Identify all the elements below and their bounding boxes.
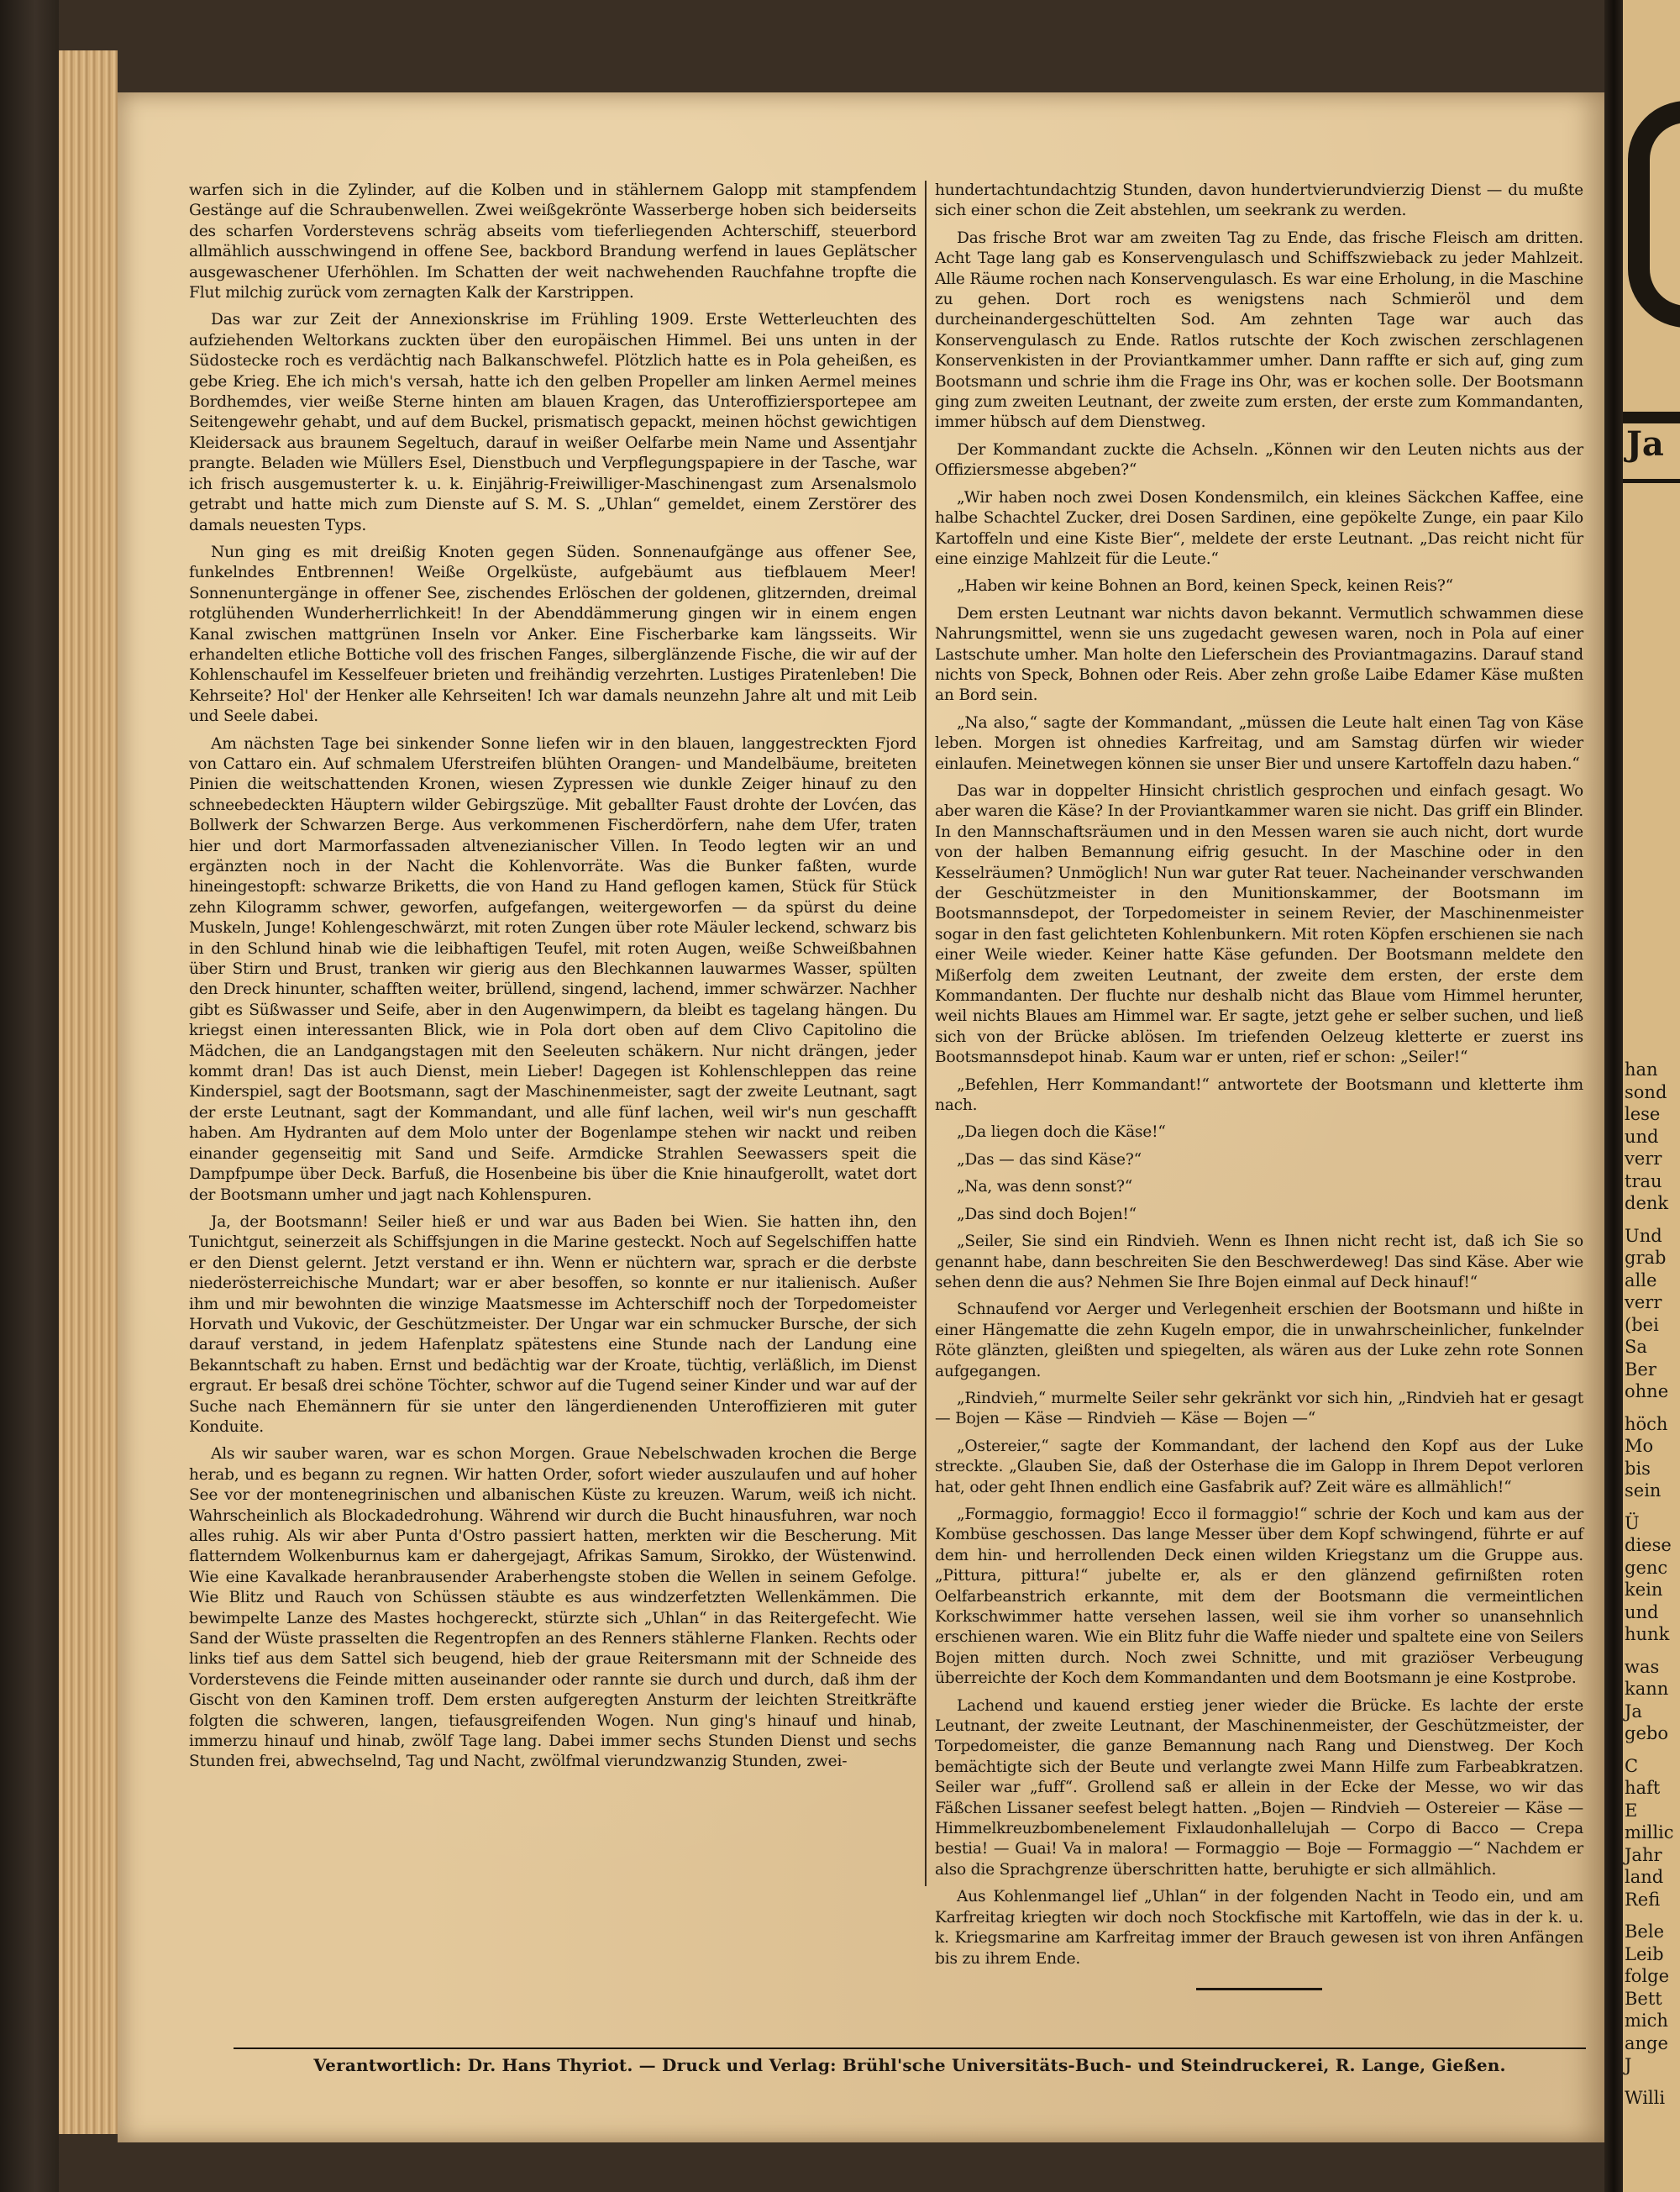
paragraph: „Das sind doch Bojen!“ xyxy=(957,1205,1137,1223)
text-fragment: Jahr xyxy=(1625,1844,1662,1865)
text-fragment: verr xyxy=(1625,1149,1662,1169)
paragraph: Das war in doppelter Hinsicht christlich gesprochen und einfach gesagt. Wo aber waren die Käse? In der Proviantkammer waren sie nicht. Das griff ein Blinder. In den Mannschaftsräumen und in den Messen waren sie auch nicht, dort wurde von der halben Bemannung eifrig gesucht. In der Maschine oder in den Kesselräumen? Unmöglich! Nun war guter Rat teuer. Nacheinander verschwanden der Geschützmeister in den Munitionskammer, der Bootsmann im Bootsmannsdepot, der Torpedomeister in seinem Revier, der Maschinenmeister sogar in den fast gelichteten Kohlenbunkern. Mit roten Köpfen erschienen sie nach einer Weile wieder. Keiner hatte Käse gefunden. Der Bootsmann meldete den Mißerfolg dem zweiten Leutnant, der zweite dem ersten, der erste dem Kommandanten. Der fluchte nur deshalb nicht das Blaue vom Himmel herunter, weil nichts Blaues am Himmel war. Er sagte, jetzt gehe er selber suchen, und ließ sich von der Brücke ablösen. Im triefenden Oelzeug kletterte er zuerst ins Bootsmannsdepot hinab. Kaum war er unten, rief er schon: „Seiler!“ xyxy=(935,781,1583,1067)
paragraph: Das war zur Zeit der Annexionskrise im Frühling 1909. Erste Wetterleuchten des aufziehenden Weltorkans zuckten über den europäischen Himmel. Bei uns unten in der Südostecke roch es verdächtig nach Balkanschwefel. Plötzlich hatte es in Pola geheißen, es gebe Krieg. Ehe ich mich's versah, hatte ich den gelben Propeller am linken Aermel meines Bordhemdes, vier weiße Sterne hinten am blauen Kragen, das Unteroffiziersportepee am Seitengewehr gehabt, und auf dem Buckel, prismatisch gepackt, meinen höchst gewichtigen Kleidersack aus braunem Segeltuch, darauf in weißer Oelfarbe mein Name und Assentjahr prangte. Beladen wie Müllers Esel, Dienstbuch und Verpflegungspapiere in der Tasche, war ich frisch ausgemusterter k. u. k. Einjährig-Freiwilliger-Maschinengast zum Arsenalsmolo getrabt und hatte mich zum Dienste auf S. M. S. „Uhlan“ gemeldet, einem Zerstörer des damals neuesten Typs. xyxy=(189,311,916,534)
text-fragment: kann xyxy=(1625,1679,1669,1699)
text-fragment: Leib xyxy=(1625,1943,1664,1964)
book-binding-left xyxy=(0,0,59,2192)
text-fragment: ohne xyxy=(1625,1381,1669,1401)
text-fragment: Ja xyxy=(1625,1701,1642,1722)
text-fragment: Mo xyxy=(1625,1436,1654,1456)
heading-bar xyxy=(1623,412,1680,423)
masthead-letter-fragment xyxy=(1628,101,1680,328)
text-fragment: und xyxy=(1625,1601,1659,1622)
text-fragment: haft xyxy=(1625,1778,1661,1798)
paragraph: „Ostereier,“ sagte der Kommandant, der lachend den Kopf aus der Luke streckte. „Glauben Sie, daß der Osterhase die im Galopp in Ihrem Depot verloren hat, oder geht Ihnen endlich eine Gasfabrik auf? Zeit wäre es allmählich!“ xyxy=(935,1437,1583,1496)
paragraph: Das frische Brot war am zweiten Tag zu Ende, das frische Fleisch am dritten. Acht Tage lang gab es Konservengulasch und Schiffszwieback zu jeder Mahlzeit. Alle Räume rochen nach Konservengulasch. Es war eine Erholung, in die Maschine zu gehen. Dort roch es wenigstens nach Schmieröl und dem durcheinandergeschüttelten Sod. Am zehnten Tage war auch das Konservengulasch zu Ende. Ratlos rutschte der Koch zwischen zerschlagenen Konservenkisten in der Proviantkammer umher. Dann raffte er sich auf, ging zum Bootsmann und schrie ihm die Frage ins Ohr, was er kochen solle. Der Bootsmann ging zum zweiten Leutnant, der zweite zum ersten, der erste zum Kommandanten, immer hübsch auf dem Dienstweg. xyxy=(935,229,1583,432)
text-fragment: Ü xyxy=(1625,1512,1640,1533)
text-fragment: Sa xyxy=(1625,1337,1647,1357)
text-fragment: E xyxy=(1625,1800,1638,1821)
paragraph: Der Kommandant zuckte die Achseln. „Können wir den Leuten nichts aus der Offiziersmesse abgeben?“ xyxy=(935,440,1583,480)
page-edges xyxy=(59,50,118,2134)
paragraph: „Na also,“ sagte der Kommandant, „müssen die Leute halt einen Tag von Käse leben. Morgen ist ohnedies Karfreitag, und am Samstag dürfen wir wieder einlaufen. Meinetwegen können sie unser Bier und unsere Kartoffeln dazu haben.“ xyxy=(935,713,1583,773)
paragraph: „Na, was denn sonst?“ xyxy=(957,1178,1133,1196)
text-fragment: gebo xyxy=(1625,1723,1668,1743)
article-columns xyxy=(189,181,1583,2029)
text-fragment: lese xyxy=(1625,1104,1661,1124)
paragraph: Ja, der Bootsmann! Seiler hieß er und war aus Baden bei Wien. Sie hatten ihn, den Tunichtgut, seinerzeit als Schiffsjungen in die Marine gesteckt. Noch auf Segelschiffen hatte er den Dienst gelernt. Jetzt verstand er ihn. Wenn er nüchtern war, sprach er die derbste niederösterreichische Mundart; war er aber besoffen, so konnte er nur italienisch. Außer ihm und mir bewohnten die winzige Maatsmesse im Achterschiff noch der Torpedomeister Horvath und Vukovic, der Geschützmeister. Der Ungar war ein schmucker Bursche, der sich darauf verstand, in jedem Hafenplatz spätestens eine Stunde nach der Landung eine Bekanntschaft zu haben. Ernst und bedächtig war der Kroate, tüchtig, verläßlich, im Dienst ergraut. Er besaß drei schöne Töchter, schwor auf die Tugend seiner Kinder und war auf der Suche nach Ehemännern für sie unter den längerdienenden Unteroffizieren mit guter Konduite. xyxy=(189,1212,916,1436)
left-column xyxy=(189,181,916,1779)
text-fragment: land xyxy=(1625,1867,1664,1887)
text-fragment: bis xyxy=(1625,1458,1651,1479)
paragraph: Am nächsten Tage bei sinkender Sonne liefen wir in den blauen, langgestreckten Fjord von Cattaro ein. Auf schmalem Uferstreifen blühten Orangen- und Mandelbäume, breiteten Pinien die weitschattenden Kronen, wiesen Zypressen wie dunkle Zeiger hinauf zu den schneebedeckten Häuptern wilder Gebirgszüge. Mit geballter Faust drohte der Lovćen, das Bollwerk der Schwarzen Berge. Aus verkommenen Fischerdörfern, nahe dem Ufer, traten hier und dort Marmorfassaden altvenezianischer Villen. In Teodo legten wir an und ergänzten noch in der Nacht die Kohlenvorräte. Was die Bunker faßten, wurde hineingestopft: schwarze Briketts, die von Hand zu Hand geflogen kamen, Stück für Stück zehn Kilogramm schwer, geworfen, aufgefangen, weitergeworfen — da spürst du deine Muskeln, Junge! Kohlengeschwärzt, mit roten Zungen über rote Mäuler leckend, schwarz bis in den Schlund hinab wie die leibhaftigen Teufel, mit roten Augen, weiße Schweißbahnen über Stirn und Brust, tranken wir gierig aus den Blechkannen lauwarmes Wasser, spülten den Dreck hinunter, schafften weiter, brüllend, singend, lachend, immer schwärzer. Nachher gibt es Süßwasser und Seife, aber in den Augenwimpern, da bleibt es tagelang hängen. Du kriegst einen interessanten Blick, wie in Pola dort oben auf dem Clivo Capitolino die Mädchen, die an Landgangstagen mit den Seeleuten schäkern. Nur nicht drängen, jeder kommt dran! Das ist auch Dienst, mein Lieber! Dagegen ist Kohlenschleppen das reine Kinderspiel, sagt der Bootsmann, sagt der Maschinenmeister, sagt der zweite Leutnant, sagt der erste Leutnant, sagt der Kommandant, und alle fünf lachen, weil wir's nun geschafft haben. Am Hydranten auf dem Molo unter der Bogenlampe stehen wir nackt und reiben einander gegenseitig mit Sand und Seife. Armdicke Strahlen Seewassers speit die Dampfpumpe über Deck. Barfuß, die Hosenbeine bis über die Knie hinaufgerollt, watet dort der Bootsmann umher und jagt nach Kohlenspuren. xyxy=(189,734,916,1204)
text-fragment: kein xyxy=(1625,1580,1663,1600)
text-fragment: C xyxy=(1625,1755,1639,1776)
paragraph: Als wir sauber waren, war es schon Morgen. Graue Nebelschwaden krochen die Berge herab, und es begann zu regnen. Wir hatten Order, sofort wieder auszulaufen und auf hoher See vor der montenegrinischen und albanischen Küste zu kreuzen. Warum, weiß ich nicht. Wahrscheinlich als Blockadedrohung. Während wir durch die Bucht hinausfuhren, war noch alles ruhig. Als wir aber Punta d'Ostro passiert hatten, merkten wir die Bescherung. Mit flatterndem Wolkenburnus kam er dahergejagt, Afrikas Samum, Sirokko, der Wüstenwind. Wie eine Kavalkade heranbrausender Araberhengste stoben die Wellen in seinem Gefolge. Wie Blitz und Rauch von Schüssen stäubte es aus windzerfetzten Wellenkämmen. Die bewimpelte Lanze des Mastes hochgereckt, stürzte sich „Uhlan“ in das Reitergefecht. Wie Sand der Wüste prasselten die Regentropfen an des Renners stählerne Flanken. Rechts oder links tief aus dem Sattel sich beugend, hieb der graue Reitersmann mit der Schneide des Vorderstevens die Feinde mitten auseinander oder rannte sie durch und durch, daß ihm der Gischt von den Kaminen troff. Dem ersten aufgeregten Ansturm der leichten Streitkräfte folgten die schweren, langen, tiefausgreifenden Wogen. Nun ging's hinauf und hinab, immerzu hinauf und hinab, zwölf Tage lang. Dabei immer sechs Stunden Dienst und sechs Stunden frei, abwechselnd, Tag und Nacht, zwölfmal vierundzwanzig Stunden, zwei- xyxy=(189,1445,916,1771)
text-fragment: Refi xyxy=(1625,1889,1661,1910)
text-fragment: höch xyxy=(1625,1413,1668,1434)
text-fragment: folge xyxy=(1625,1966,1670,1986)
text-fragment: sond xyxy=(1625,1081,1667,1102)
imprint-footer: Verantwortlich: Dr. Hans Thyriot. — Druck und Verlag: Brühl'sche Universitäts-Buch- und Steindruckerei, R. Lange, Gießen. xyxy=(313,2055,1506,2075)
text-fragment: han xyxy=(1625,1059,1658,1080)
text-fragment: Ber xyxy=(1625,1359,1656,1380)
text-fragment: diese xyxy=(1625,1535,1672,1555)
paragraph: „Befehlen, Herr Kommandant!“ antwortete der Bootsmann und kletterte ihm nach. xyxy=(935,1075,1583,1115)
right-column xyxy=(935,181,1583,1990)
text-fragment: hunk xyxy=(1625,1624,1670,1644)
text-fragment: J xyxy=(1625,2055,1632,2075)
paragraph: Dem ersten Leutnant war nichts davon bekannt. Vermutlich schwammen diese Nahrungsmittel, wenn sie uns zugedacht gewesen waren, noch in Pola auf einer Lastschute umher. Man holte den Lieferschein des Proviantmagazins. Darauf stand nichts von Speck, Bohnen oder Reis. Aber zehn große Laibe Edamer Käse mußten an Bord sein. xyxy=(935,604,1583,705)
text-fragment: (bei xyxy=(1625,1314,1659,1335)
text-fragment: genc xyxy=(1625,1557,1668,1578)
text-fragment: Und xyxy=(1625,1225,1662,1246)
text-fragment: trau xyxy=(1625,1170,1662,1191)
text-fragment: und xyxy=(1625,1126,1659,1147)
paragraph: Schnaufend vor Aerger und Verlegenheit erschien der Bootsmann und hißte in einer Hängematte die zehn Kugeln empor, die in unwahrscheinlicher, funkelnder Röte glänzten, gleißten und spiegelten, als wären aus der Luke zehn rote Sonnen aufgegangen. xyxy=(935,1301,1583,1380)
text-fragment: mich xyxy=(1625,2011,1668,2031)
text-fragments xyxy=(1625,1059,1680,2109)
paragraph: warfen sich in die Zylinder, auf die Kolben und in stählernem Galopp mit stampfendem Gestänge auf die Schraubenwellen. Zwei weißgekrönte Wasserberge hoben sich beiderseits des scharfen Vorderstevens schräg abseits vom tieferliegenden Achterschiff, steuerbord allmählich ausschwingend in offene See, backbord Brandung werfend in laues Geplätscher ausgewaschener Uferhöhlen. Im Schatten der weit nachwehenden Rauchfahne tropfte die Flut milchig zurück vom zernagten Kalk der Karstrippen. xyxy=(189,181,916,302)
text-fragment: verr xyxy=(1625,1292,1662,1312)
text-fragment: was xyxy=(1625,1656,1660,1677)
paragraph: Aus Kohlenmangel lief „Uhlan“ in der folgenden Nacht in Teodo ein, und am Karfreitag kriegten wir doch noch Stockfische mit Kartoffeln, wie das in der k. u. k. Kriegsmarine am Karfreitag immer der Brauch gewesen ist von ihren Anfängen bis zu ihrem Ende. xyxy=(935,1888,1583,1968)
paragraph: „Seiler, Sie sind ein Rindvieh. Wenn es Ihnen nicht recht ist, daß ich Sie so genannt habe, dann beschreiten Sie den Beschwerdeweg! Das sind Käse. Aber wie sehen denn die aus? Nehmen Sie Ihre Bojen einmal auf Deck hinauf!“ xyxy=(935,1233,1583,1291)
text-fragment: millic xyxy=(1625,1822,1674,1842)
book-gutter xyxy=(1604,0,1623,2192)
paragraph: hundertachtundachtzig Stunden, davon hundertvierundvierzig Dienst — du mußte sich einer schon die Zeit abstehlen, um seekrank zu werden. xyxy=(935,181,1583,220)
paragraph: „Da liegen doch die Käse!“ xyxy=(957,1123,1166,1142)
text-fragment: Bett xyxy=(1625,1988,1662,2009)
paragraph: „Haben wir keine Bohnen an Bord, keinen Speck, keinen Reis?“ xyxy=(957,577,1453,596)
paragraph: „Rindvieh,“ murmelte Seiler sehr gekränkt vor sich hin, „Rindvieh hat er gesagt — Bojen — Käse — Rindvieh — Käse — Bojen —“ xyxy=(935,1389,1583,1428)
adjacent-page-edge xyxy=(1623,0,1680,2192)
paragraph: Nun ging es mit dreißig Knoten gegen Süden. Sonnenaufgänge aus offener See, funkelndes Entbrennen! Weiße Orgelküste, aufgebäumt aus tiefblauem Meer! Sonnenuntergänge in offener See, zischendes Erlöschen der goldenen, glitzernden, dreimal rotglühenden Wunderherrlichkeit! In der Abenddämmerung gingen wir in einem engen Kanal zwischen mattgrünen Inseln vor Anker. Eine Fischerbarke kam längsseits. Wir erhandelten etliche Bottiche voll des frischen Fanges, silberglänzende Fische, die wir auf der Kohlenschaufel im Kesselfeuer brieten und freihändig verzehrten. Lustiges Piratenleben! Die Kehrseite? Hol' der Henker alle Kehrseiten! Ich war damals neunzehn Jahre alt und mit Leib und Seele dabei. xyxy=(189,543,916,726)
text-fragment: denk xyxy=(1625,1193,1669,1213)
text-fragment: alle xyxy=(1625,1269,1657,1290)
heading-fragment: Ja xyxy=(1626,424,1664,464)
paragraph: „Wir haben noch zwei Dosen Kondensmilch, ein kleines Säckchen Kaffee, eine halbe Schachtel Zucker, drei Dosen Sardinen, eine gepökelte Zunge, ein paar Kilo Kartoffeln und eine Kiste Bier“, meldete der erste Leutnant. „Das reicht nicht für eine einzige Mahlzeit für die Leute.“ xyxy=(935,488,1583,568)
text-fragment: Bele xyxy=(1625,1921,1665,1942)
heading-underline xyxy=(1623,479,1680,483)
text-fragment: Willi xyxy=(1625,2087,1666,2108)
text-fragment: sein xyxy=(1625,1480,1662,1501)
article-end-rule xyxy=(1196,1988,1322,1990)
paragraph: „Formaggio, formaggio! Ecco il formaggio!“ schrie der Koch und kam aus der Kombüse geschossen. Das lange Messer über dem Kopf schwingend, führte er auf dem hin- und herrollenden Deck einen wilden Kriegstanz um die Gruppe aus. „Pittura, pittura!“ jubelte er, als er den glänzend gefirnißten roten Oelfarbeanstrich erkannte, mit dem der Bootsmann die vermeintlichen Korkschwimmer hatte versehen lassen, weil sie ihm vorher so unansehnlich erschienen waren. Wie ein Blitz fuhr die Waffe nieder und spaltete eine von Seilers Bojen mitten durch. Noch zwei Schnitte, und mit graziöser Verbeugung überreichte der Koch dem Kommandanten und dem Bootsmann je eine Kostprobe. xyxy=(935,1505,1583,1688)
paragraph: „Das — das sind Käse?“ xyxy=(957,1150,1142,1169)
footer-rule xyxy=(234,2047,1586,2049)
text-fragment: grab xyxy=(1625,1248,1667,1268)
paragraph: Lachend und kauend erstieg jener wieder die Brücke. Es lachte der erste Leutnant, der zweite Leutnant, der Maschinenmeister, der Geschützmeister, der Torpedomeister, die ganze Bemannung nach Rang und Dienstweg. Der Koch bemächtigte sich der Beute und verlangte zwei Mann Hilfe zum Farbeabkratzen. Seiler war „fuff“. Grollend saß er allein in der Ecke der Messe, wo wir das Fäßchen Lissaner seefest belegt hatten. „Bojen — Rindvieh — Ostereier — Käse — Himmelkreuzbombenelement Fixlaudonhallelujah — Corpo di Bacco — Crepa bestia! — Guai! Va in malora! — Formaggio — Boje — Formaggio —“ Nachdem er also die Sprachgrenze überschritten hatte, beruhigte er sich allmählich. xyxy=(935,1696,1583,1879)
column-divider xyxy=(925,181,927,1886)
text-fragment: ange xyxy=(1625,2032,1668,2053)
